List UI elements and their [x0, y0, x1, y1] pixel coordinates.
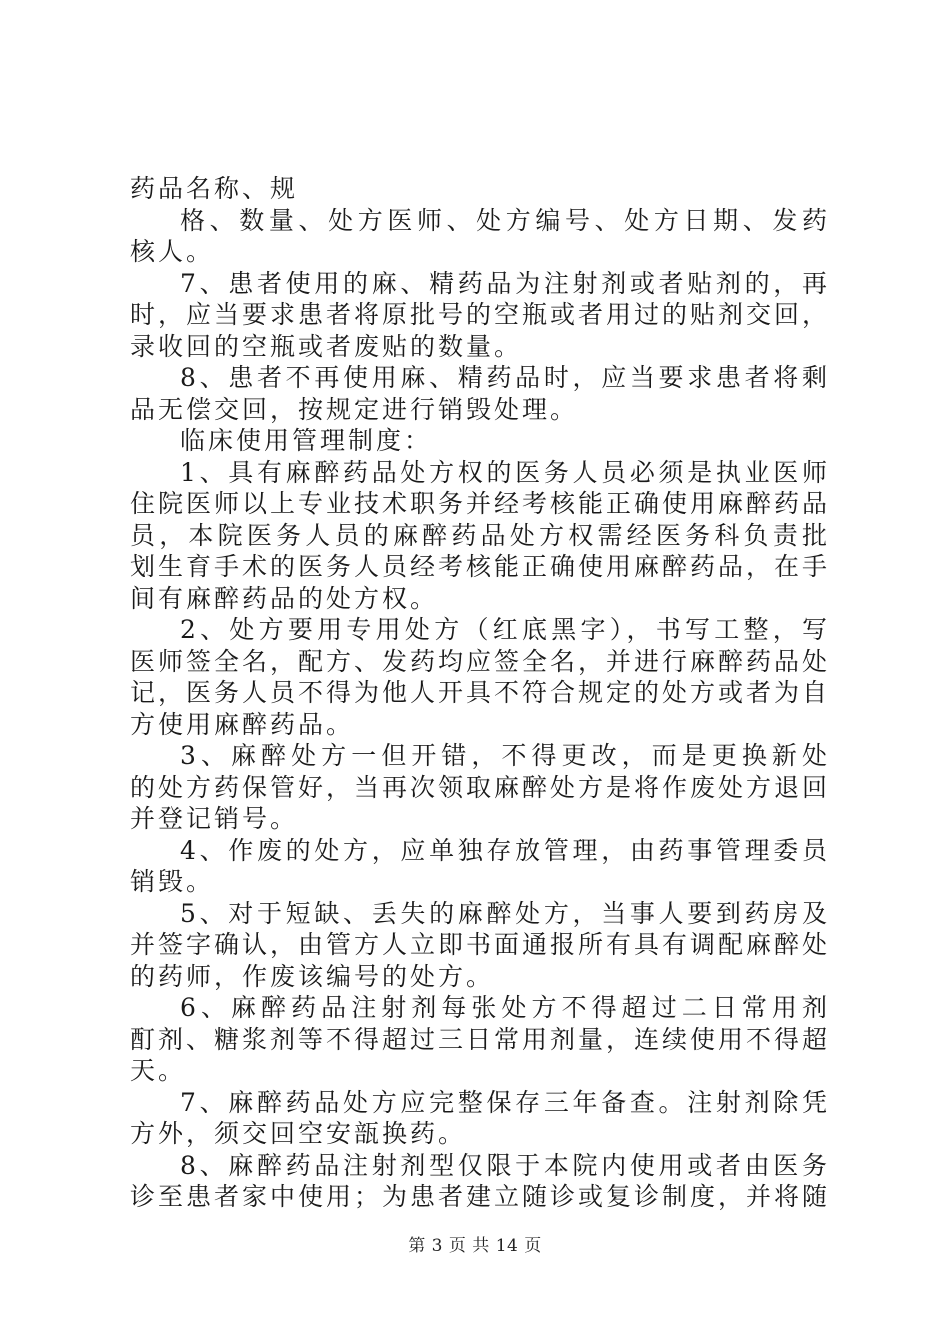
text-line: 方外，须交回空安瓿换药。 [130, 1119, 467, 1148]
text-line: 5、对于短缺、丢失的麻醉处方，当事人要到药房及 [180, 898, 830, 928]
text-line: 6、麻醉药品注射剂每张处方不得超过二日常用剂 [180, 993, 830, 1022]
page-number-footer: 第 3 页 共 14 页 [408, 1236, 542, 1256]
text-line: 并签字确认，由管方人立即书面通报所有具有调配麻醉处 [130, 930, 830, 959]
text-line: 酊剂、糖浆剂等不得超过三日常用剂量，连续使用不得超 [130, 1024, 830, 1054]
text-line: 录收回的空瓶或者废贴的数量。 [130, 331, 523, 361]
text-line: 临床使用管理制度： [180, 426, 433, 455]
text-line: 3、麻醉处方一但开错，不得更改，而是更换新处 [180, 741, 830, 770]
text-line: 的药师，作废该编号的处方。 [130, 961, 495, 991]
text-line: 记，医务人员不得为他人开具不符合规定的处方或者为自 [130, 678, 830, 707]
text-line: 8、患者不再使用麻、精药品时，应当要求患者将剩 [180, 363, 830, 392]
text-line: 的处方药保管好，当再次领取麻醉处方是将作废处方退回 [130, 772, 830, 802]
text-line: 诊至患者家中使用；为患者建立随诊或复诊制度，并将随 [130, 1182, 830, 1211]
text-line: 间有麻醉药品的处方权。 [130, 583, 439, 613]
document-body [130, 173, 830, 1213]
text-line: 1、具有麻醉药品处方权的医务人员必须是执业医师 [180, 457, 830, 487]
text-line: 并登记销号。 [130, 804, 299, 833]
text-line: 品无偿交回，按规定进行销毁处理。 [130, 394, 579, 424]
text-line: 划生育手术的医务人员经考核能正确使用麻醉药品，在手 [130, 552, 830, 581]
text-line: 天。 [130, 1056, 187, 1085]
text-line: 时，应当要求患者将原批号的空瓶或者用过的贴剂交回， [130, 300, 830, 329]
text-line: 核人。 [130, 237, 215, 266]
text-line: 方使用麻醉药品。 [130, 709, 355, 739]
text-line: 医师签全名，配方、发药均应签全名，并进行麻醉药品处 [130, 646, 830, 676]
text-line: 2、处方要用专用处方（红底黑字），书写工整，写 [180, 615, 830, 644]
text-line: 格、数量、处方医师、处方编号、处方日期、发药 [180, 205, 830, 235]
text-line: 销毁。 [130, 867, 215, 896]
text-line: 员，本院医务人员的麻醉药品处方权需经医务科负责批 [130, 520, 830, 550]
text-line: 8、麻醉药品注射剂型仅限于本院内使用或者由医务 [180, 1150, 830, 1180]
text-line: 药品名称、规 [130, 174, 299, 203]
text-line: 4、作废的处方，应单独存放管理，由药事管理委员 [180, 835, 830, 865]
text-line: 7、患者使用的麻、精药品为注射剂或者贴剂的，再 [180, 268, 830, 298]
text-line: 住院医师以上专业技术职务并经考核能正确使用麻醉药品 [130, 489, 830, 518]
text-line: 7、麻醉药品处方应完整保存三年备查。注射剂除凭 [180, 1087, 830, 1117]
